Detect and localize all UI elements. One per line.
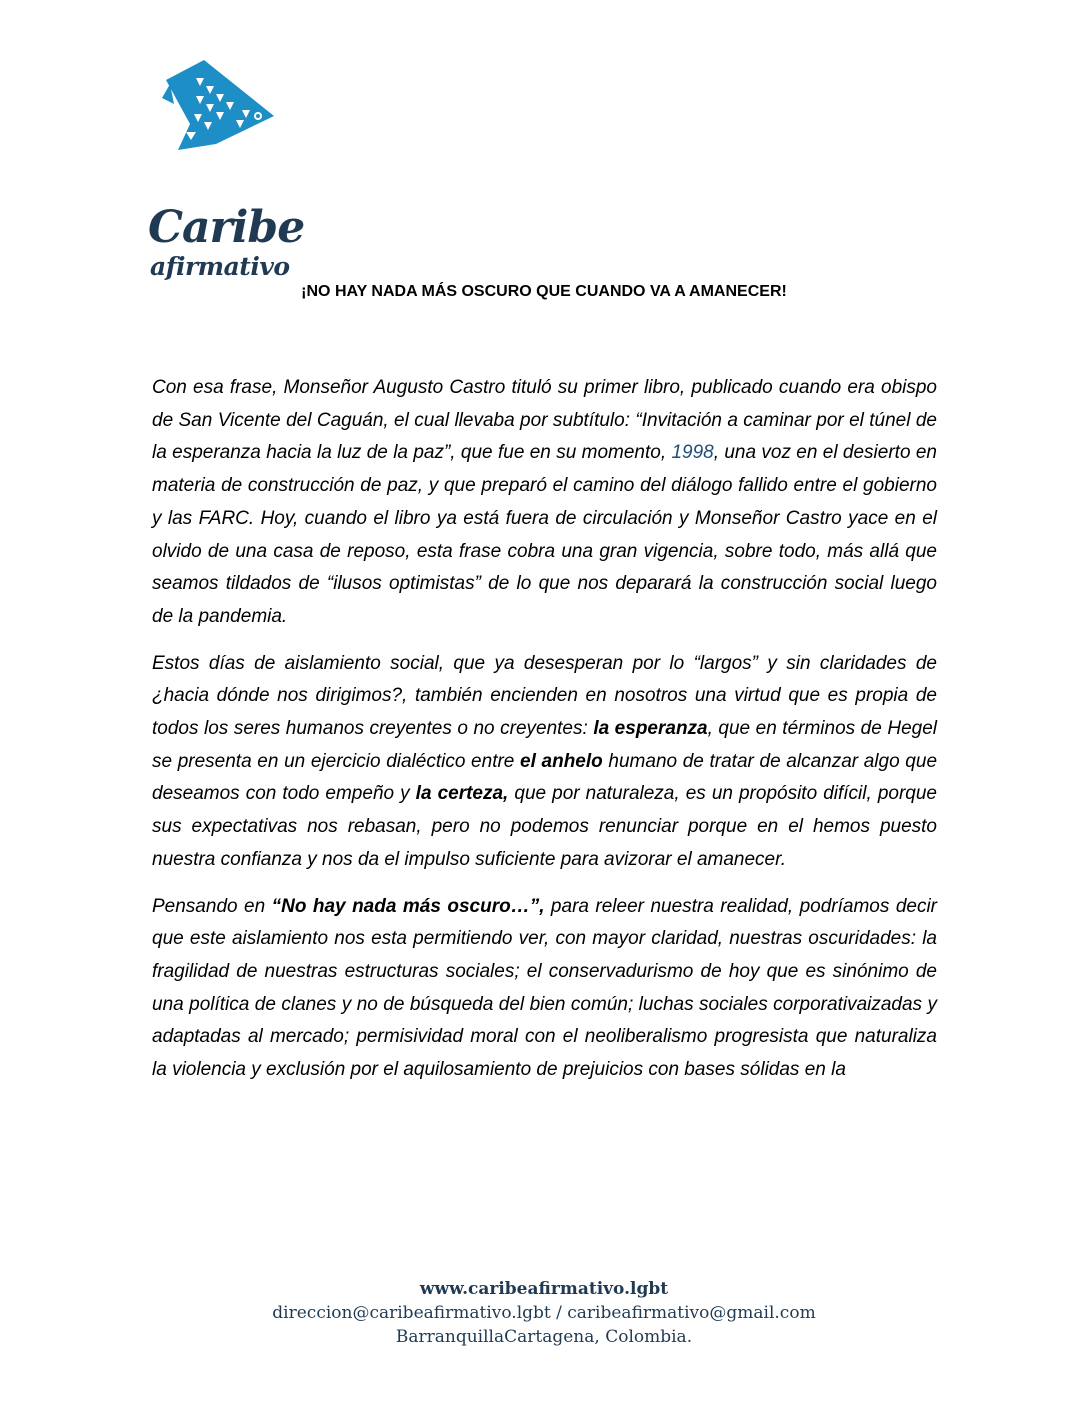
document-title: ¡NO HAY NADA MÁS OSCURO QUE CUANDO VA A AMANECER! — [301, 283, 787, 300]
document-body — [152, 372, 937, 1101]
footer-website-link[interactable]: www.caribeafirmativo.lgbt — [419, 1279, 669, 1299]
page-footer — [0, 1277, 1088, 1349]
paragraph-text: para releer nuestra realidad, podríamos decir que este aislamiento nos esta permitiendo ver, con mayor claridad, nuestras oscuridades: la fragilidad de nuestras estructuras sociales; el conservadurismo de hoy que es sinónimo de una política de clanes y no de búsqueda del bien común; luchas sociales corporativaizadas y adaptadas al mercado; permisividad moral con el neoliberalismo progresista que naturaliza la violencia y exclusión por el aquilosamiento de prejuicios con bases sólidas en la — [152, 895, 937, 1081]
paragraph-text: Pensando en — [152, 895, 272, 917]
paragraph-2 — [152, 648, 937, 877]
paragraph-text: , que en términos de Hegel se presenta en un ejercicio dialéctico entre — [152, 718, 937, 772]
year-highlight: 1998 — [671, 442, 714, 464]
paragraph-text: , una voz en el desierto en materia de construcción de paz, y que preparó el camino del diálogo fallido entre el gobierno y las FARC. Hoy, cuando el libro ya está fuera de circulación y Monseñor Castro yace en el olvido de una casa de reposo, esta frase cobra una gran vigencia, sobre todo, más allá que seamos tildados de “ilusos optimistas” de lo que nos deparará la construcción social luego de la pandemia. — [152, 442, 937, 627]
paragraph-text: que por naturaleza, es un propósito difícil, porque sus expectativas nos rebasan, pero no podemos renunciar porque en el hemos puesto nuestra confianza y nos da el impulso suficiente para avizorar el amanecer. — [152, 783, 937, 870]
bold-phrase: “No hay nada más oscuro…”, — [271, 895, 545, 917]
bold-phrase: la certeza, — [415, 783, 509, 805]
paragraph-3 — [152, 891, 937, 1087]
paragraph-1 — [152, 372, 937, 634]
logo-subname: afirmativo — [150, 252, 290, 281]
footer-emails[interactable]: direccion@caribeafirmativo.lgbt / caribeafirmativo@gmail.com — [272, 1303, 816, 1323]
fish-logo-icon — [156, 58, 286, 158]
logo-name: Caribe — [148, 202, 305, 253]
bold-phrase: el anhelo — [520, 750, 603, 772]
organization-logo — [148, 58, 305, 281]
bold-phrase: la esperanza — [593, 718, 708, 740]
paragraph-text: Estos días de aislamiento social, que ya desesperan por lo “largos” y sin claridades de ¿hacia dónde nos dirigimos?, también encienden en nosotros una virtud que es propia de todos los seres humanos creyentes o no creyentes: — [152, 652, 937, 740]
paragraph-text: humano de tratar de alcanzar algo que deseamos con todo empeño y — [152, 750, 938, 805]
footer-location: BarranquillaCartagena, Colombia. — [395, 1327, 693, 1347]
paragraph-text: Con esa frase, Monseñor Augusto Castro tituló su primer libro, publicado cuando era obispo de San Vicente del Caguán, el cual llevaba por subtítulo: “Invitación a caminar por el túnel de la esperanza hacia la luz de la paz”, que fue en su momento, — [152, 377, 937, 464]
